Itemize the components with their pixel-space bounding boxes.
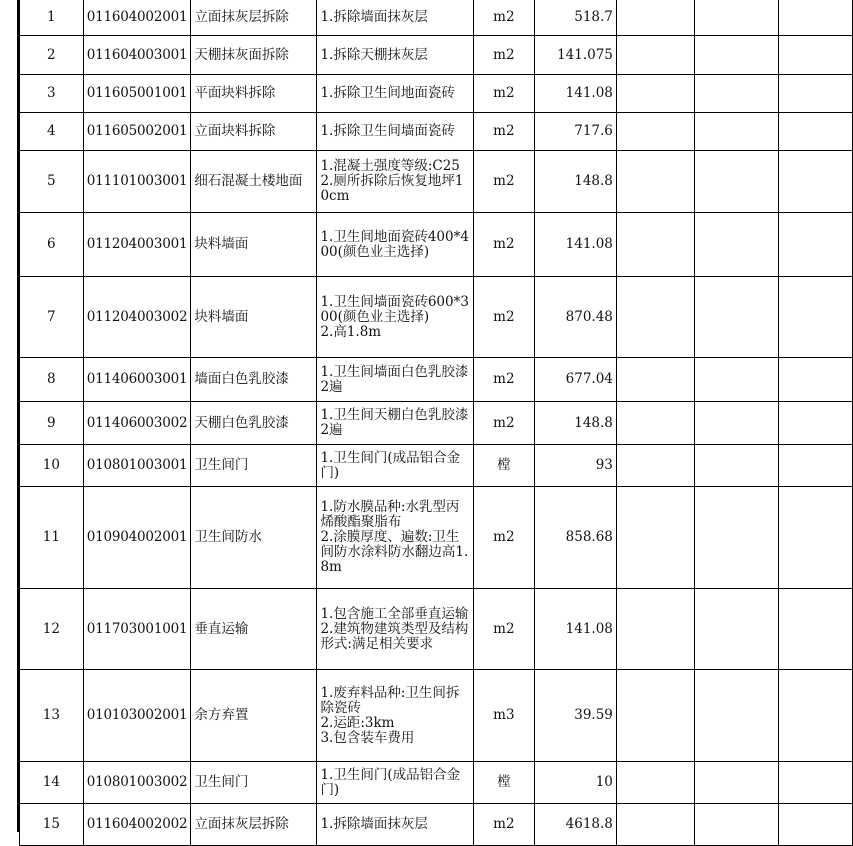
item-code-cell: 011703001001	[83, 589, 191, 670]
row-number-cell: 13	[20, 670, 84, 762]
unit-cell: m2	[474, 358, 534, 402]
quantity-cell: 148.8	[534, 151, 616, 213]
item-code-cell: 011101003001	[83, 151, 191, 213]
item-description-cell: 1.拆除墙面抹灰层	[317, 0, 474, 36]
empty-cell	[616, 445, 694, 487]
quantity-cell: 141.075	[534, 36, 616, 75]
empty-cell	[778, 113, 852, 151]
unit-cell: m3	[474, 670, 534, 762]
unit-cell: m2	[474, 0, 534, 36]
empty-cell	[778, 36, 852, 75]
item-description-cell: 1.包含施工全部垂直运输 2.建筑物建筑类型及结构形式:满足相关要求	[317, 589, 474, 670]
empty-cell	[778, 0, 852, 36]
table-row	[20, 36, 853, 75]
empty-cell	[616, 804, 694, 846]
empty-cell	[616, 36, 694, 75]
item-code-cell: 011406003001	[83, 358, 191, 402]
unit-cell: m2	[474, 487, 534, 589]
table-row	[20, 75, 853, 113]
row-number-cell: 7	[20, 277, 84, 358]
empty-cell	[616, 670, 694, 762]
empty-cell	[694, 36, 778, 75]
empty-cell	[778, 75, 852, 113]
item-code-cell: 010801003001	[83, 445, 191, 487]
item-name-cell: 余方弃置	[191, 670, 317, 762]
empty-cell	[616, 358, 694, 402]
unit-cell: m2	[474, 804, 534, 846]
row-number-cell: 10	[20, 445, 84, 487]
item-code-cell: 011204003001	[83, 213, 191, 277]
item-code-cell: 011605002001	[83, 113, 191, 151]
table-row	[20, 402, 853, 445]
empty-cell	[694, 804, 778, 846]
empty-cell	[616, 277, 694, 358]
empty-cell	[778, 402, 852, 445]
empty-cell	[694, 0, 778, 36]
item-name-cell: 立面抹灰层拆除	[191, 804, 317, 846]
quantity-cell: 4618.8	[534, 804, 616, 846]
item-code-cell: 011406003002	[83, 402, 191, 445]
item-name-cell: 垂直运输	[191, 589, 317, 670]
empty-cell	[694, 589, 778, 670]
quantity-cell: 39.59	[534, 670, 616, 762]
row-number-cell: 2	[20, 36, 84, 75]
item-name-cell: 卫生间防水	[191, 487, 317, 589]
sheet-left-margin	[0, 0, 18, 832]
quantity-cell: 93	[534, 445, 616, 487]
row-number-cell: 6	[20, 213, 84, 277]
table-row	[20, 213, 853, 277]
empty-cell	[694, 213, 778, 277]
table-row	[20, 0, 853, 36]
item-description-cell: 1.拆除卫生间墙面瓷砖	[317, 113, 474, 151]
empty-cell	[778, 213, 852, 277]
empty-cell	[778, 589, 852, 670]
empty-cell	[778, 445, 852, 487]
item-code-cell: 010103002001	[83, 670, 191, 762]
empty-cell	[616, 213, 694, 277]
unit-cell: m2	[474, 113, 534, 151]
empty-cell	[778, 762, 852, 804]
item-name-cell: 卫生间门	[191, 445, 317, 487]
empty-cell	[778, 277, 852, 358]
empty-cell	[778, 804, 852, 846]
empty-cell	[694, 151, 778, 213]
item-name-cell: 天棚白色乳胶漆	[191, 402, 317, 445]
quantity-cell: 141.08	[534, 75, 616, 113]
unit-cell: 樘	[474, 762, 534, 804]
item-description-cell: 1.拆除墙面抹灰层	[317, 804, 474, 846]
empty-cell	[616, 0, 694, 36]
quantity-cell: 141.08	[534, 589, 616, 670]
empty-cell	[694, 487, 778, 589]
empty-cell	[778, 358, 852, 402]
row-number-cell: 8	[20, 358, 84, 402]
row-number-cell: 9	[20, 402, 84, 445]
quantity-cell: 518.7	[534, 0, 616, 36]
item-name-cell: 块料墙面	[191, 277, 317, 358]
empty-cell	[778, 670, 852, 762]
empty-cell	[616, 113, 694, 151]
empty-cell	[694, 113, 778, 151]
quantity-cell: 717.6	[534, 113, 616, 151]
unit-cell: m2	[474, 151, 534, 213]
empty-cell	[694, 277, 778, 358]
unit-cell: m2	[474, 75, 534, 113]
empty-cell	[694, 75, 778, 113]
bill-of-quantities-table	[19, 0, 853, 846]
item-code-cell: 011604002001	[83, 0, 191, 36]
unit-cell: m2	[474, 213, 534, 277]
row-number-cell: 12	[20, 589, 84, 670]
quantity-cell: 141.08	[534, 213, 616, 277]
table-row	[20, 113, 853, 151]
table-row	[20, 445, 853, 487]
empty-cell	[694, 670, 778, 762]
item-name-cell: 卫生间门	[191, 762, 317, 804]
item-name-cell: 墙面白色乳胶漆	[191, 358, 317, 402]
unit-cell: 樘	[474, 445, 534, 487]
table-row	[20, 277, 853, 358]
item-code-cell: 011605001001	[83, 75, 191, 113]
row-number-cell: 5	[20, 151, 84, 213]
row-number-cell: 11	[20, 487, 84, 589]
empty-cell	[778, 487, 852, 589]
quantity-cell: 858.68	[534, 487, 616, 589]
item-name-cell: 天棚抹灰面拆除	[191, 36, 317, 75]
row-number-cell: 4	[20, 113, 84, 151]
unit-cell: m2	[474, 589, 534, 670]
empty-cell	[616, 402, 694, 445]
quantity-cell: 677.04	[534, 358, 616, 402]
item-code-cell: 010801003002	[83, 762, 191, 804]
table-row	[20, 151, 853, 213]
empty-cell	[616, 151, 694, 213]
item-name-cell: 细石混凝土楼地面	[191, 151, 317, 213]
empty-cell	[616, 487, 694, 589]
item-code-cell: 011604003001	[83, 36, 191, 75]
table-row	[20, 589, 853, 670]
item-description-cell: 1.卫生间门(成品铝合金门)	[317, 445, 474, 487]
item-code-cell: 010904002001	[83, 487, 191, 589]
item-code-cell: 011204003002	[83, 277, 191, 358]
table-row	[20, 358, 853, 402]
item-description-cell: 1.卫生间地面瓷砖400*400(颜色业主选择)	[317, 213, 474, 277]
item-description-cell: 1.卫生间天棚白色乳胶漆2遍	[317, 402, 474, 445]
table-row	[20, 487, 853, 589]
item-description-cell: 1.卫生间门(成品铝合金门)	[317, 762, 474, 804]
item-name-cell: 立面块料拆除	[191, 113, 317, 151]
item-description-cell: 1.混凝土强度等级:C25 2.厕所拆除后恢复地坪10cm	[317, 151, 474, 213]
item-description-cell: 1.防水膜品种:水乳型丙烯酸酯聚脂布 2.涂膜厚度、遍数:卫生间防水涂料防水翻边高1.8m	[317, 487, 474, 589]
item-name-cell: 块料墙面	[191, 213, 317, 277]
item-description-cell: 1.卫生间墙面瓷砖600*300(颜色业主选择) 2.高1.8m	[317, 277, 474, 358]
row-number-cell: 15	[20, 804, 84, 846]
empty-cell	[616, 589, 694, 670]
item-description-cell: 1.拆除天棚抹灰层	[317, 36, 474, 75]
row-number-cell: 14	[20, 762, 84, 804]
unit-cell: m2	[474, 402, 534, 445]
empty-cell	[616, 75, 694, 113]
row-number-cell: 1	[20, 0, 84, 36]
table-body	[20, 0, 853, 846]
empty-cell	[694, 762, 778, 804]
row-number-cell: 3	[20, 75, 84, 113]
item-name-cell: 立面抹灰层拆除	[191, 0, 317, 36]
item-description-cell: 1.卫生间墙面白色乳胶漆2遍	[317, 358, 474, 402]
item-code-cell: 011604002002	[83, 804, 191, 846]
table-row	[20, 670, 853, 762]
quantity-cell: 870.48	[534, 277, 616, 358]
item-name-cell: 平面块料拆除	[191, 75, 317, 113]
item-description-cell: 1.拆除卫生间地面瓷砖	[317, 75, 474, 113]
empty-cell	[694, 445, 778, 487]
table-row	[20, 804, 853, 846]
empty-cell	[694, 358, 778, 402]
table-row	[20, 762, 853, 804]
quantity-cell: 10	[534, 762, 616, 804]
empty-cell	[778, 151, 852, 213]
quantity-cell: 148.8	[534, 402, 616, 445]
unit-cell: m2	[474, 36, 534, 75]
empty-cell	[694, 402, 778, 445]
empty-cell	[616, 762, 694, 804]
item-description-cell: 1.废弃料品种:卫生间拆除瓷砖 2.运距:3km 3.包含装车费用	[317, 670, 474, 762]
unit-cell: m2	[474, 277, 534, 358]
